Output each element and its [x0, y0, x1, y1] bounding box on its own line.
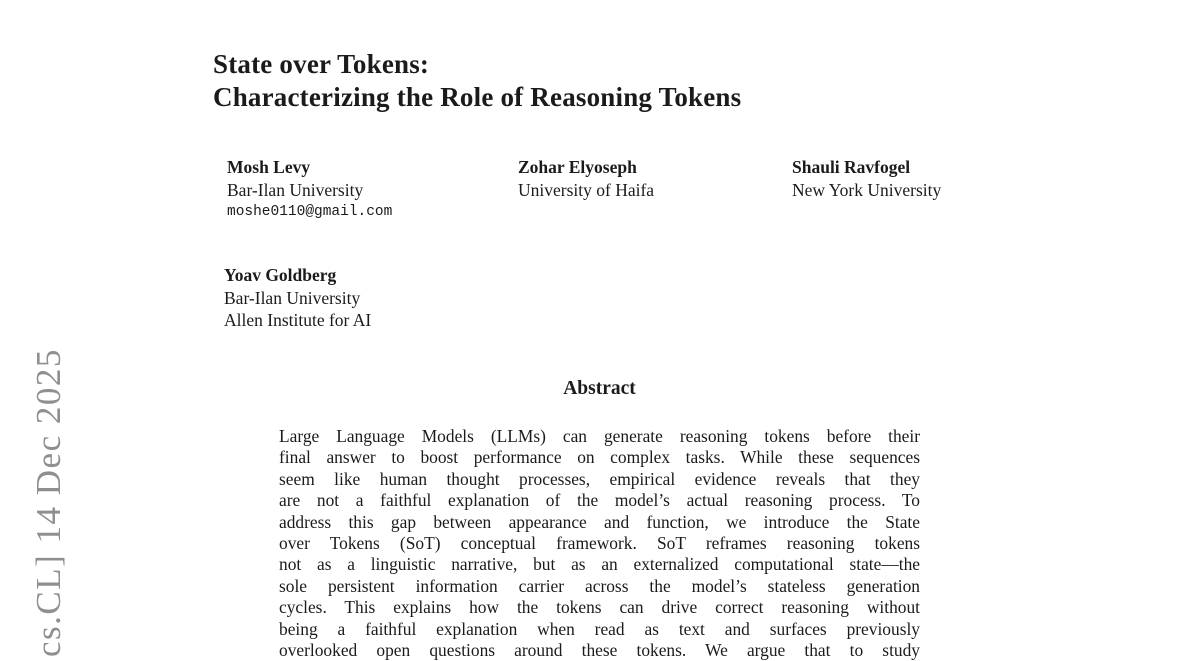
abstract-line: overlooked open questions around these tokens. We argue that to study — [279, 640, 920, 661]
paper-title-line-1: State over Tokens: — [213, 49, 430, 79]
author-block-zohar-elyoseph — [518, 156, 654, 201]
abstract-line: being a faithful explanation when read as text and surfaces previously — [279, 618, 920, 639]
author-name: Shauli Ravfogel — [792, 157, 911, 177]
author-block-yoav-goldberg — [224, 264, 371, 332]
author-name: Zohar Elyoseph — [518, 157, 637, 177]
author-affiliation: Bar-Ilan University — [227, 179, 364, 200]
abstract-line: not as a linguistic narrative, but as an externalized computational state—the — [279, 554, 920, 575]
abstract-text — [279, 426, 920, 661]
author-affiliation: University of Haifa — [518, 179, 655, 200]
abstract-line: address this gap between appearance and function, we introduce the State — [279, 511, 920, 532]
abstract-line: Large Language Models (LLMs) can generate reasoning tokens before their — [279, 426, 920, 446]
author-affiliation: New York University — [792, 179, 942, 200]
abstract-line: are not a faithful explanation of the model’s actual reasoning process. To — [279, 490, 920, 511]
author-block-shauli-ravfogel — [792, 156, 941, 201]
abstract-line: seem like human thought processes, empirical evidence reveals that they — [279, 468, 920, 489]
paper-title — [213, 48, 741, 114]
author-email: moshe0110@gmail.com — [227, 204, 393, 221]
abstract-line: sole persistent information carrier across the model’s stateless generation — [279, 575, 920, 596]
author-name: Mosh Levy — [227, 157, 311, 177]
abstract-line: final answer to boost performance on complex tasks. While these sequences — [279, 447, 920, 468]
abstract-heading: Abstract — [563, 378, 636, 399]
author-block-mosh-levy — [227, 156, 392, 223]
author-name: Yoav Goldberg — [224, 265, 337, 285]
paper-title-line-2: Characterizing the Role of Reasoning Tokens — [213, 82, 742, 112]
abstract-line: cycles. This explains how the tokens can drive correct reasoning without — [279, 597, 920, 618]
arxiv-watermark: cs.CL] 14 Dec 2025 — [29, 348, 68, 657]
author-affiliation: Bar-Ilan University — [224, 287, 361, 308]
abstract-line: over Tokens (SoT) conceptual framework. SoT reframes reasoning tokens — [279, 533, 920, 554]
author-affiliation: Allen Institute for AI — [224, 310, 372, 331]
